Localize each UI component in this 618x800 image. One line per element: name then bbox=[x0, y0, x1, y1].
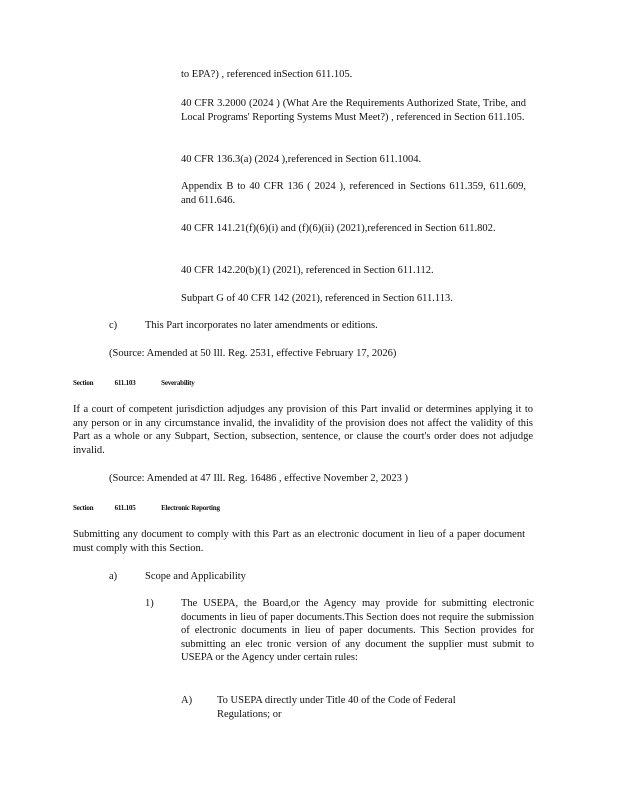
subsection-a-heading: Scope and Applicability bbox=[145, 571, 246, 582]
subsection-A-text: To USEPA directly under Title 40 of the Code of Federal Regulations; or bbox=[217, 695, 456, 720]
reference-6: 40 CFR 142.20(b)(1) (2021), referenced in Section 611.112. bbox=[181, 265, 434, 276]
subsection-1-marker: 1) bbox=[145, 598, 154, 609]
reference-1: to EPA?) , referenced inSection 611.105. bbox=[181, 69, 353, 80]
section-title: Electronic Reporting bbox=[161, 504, 220, 512]
reference-4: Appendix B to 40 CFR 136 ( 2024 ), referenced in Sections 611.359, 611.609, and 611.646. bbox=[181, 181, 526, 206]
severability-paragraph: If a court of competent jurisdiction adjudges any provision of this Part invalid or determines applying it to any person or in any circumstance invalid, the invalidity of the provision does not affect the validity of this Part as a whole or any Subpart, Section, subsection, sentence, or clause the court's order does not adjudge invalid. bbox=[73, 404, 533, 456]
source-note: (Source: Amended at 50 Ill. Reg. 2531, effective February 17, 2026) bbox=[109, 348, 397, 359]
reference-7: Subpart G of 40 CFR 142 (2021), referenced in Section 611.113. bbox=[181, 293, 453, 304]
section-title: Severability bbox=[161, 379, 195, 387]
subsection-1-text: The USEPA, the Board,or the Agency may provide for submitting electronic documents in lieu of paper documents.This Section does not require the submission of electronic documents in lieu of paper documents. This Section provides for submitting an elec tronic version of any document the supplier must submit to USEPA or the Agency under certain rules: bbox=[181, 598, 534, 663]
section-label: Section bbox=[73, 379, 94, 387]
reference-2: 40 CFR 3.2000 (2024 ) (What Are the Requirements Authorized State, Tribe, and Local Programs' Reporting Systems Must Meet?) , referenced in Section 611.105. bbox=[181, 98, 526, 123]
reference-3: 40 CFR 136.3(a) (2024 ),referenced in Section 611.1004. bbox=[181, 154, 422, 165]
section-label: Section bbox=[73, 504, 94, 512]
intro-paragraph: Submitting any document to comply with this Part as an electronic document in lieu of a paper document must comply with this Section. bbox=[73, 529, 525, 554]
section-heading-611-103 bbox=[73, 377, 373, 391]
reference-5: 40 CFR 141.21(f)(6)(i) and (f)(6)(ii) (2021),referenced in Section 611.802. bbox=[181, 223, 496, 234]
subsection-a-marker: a) bbox=[109, 571, 118, 582]
section-heading-611-105 bbox=[73, 502, 373, 516]
subsection-c-marker: c) bbox=[109, 320, 118, 331]
source-note: (Source: Amended at 47 Ill. Reg. 16486 , effective November 2, 2023 ) bbox=[109, 473, 408, 484]
section-number: 611.105 bbox=[114, 504, 136, 512]
subsection-c-text: This Part incorporates no later amendments or editions. bbox=[145, 320, 378, 331]
subsection-A-marker: A) bbox=[181, 695, 193, 706]
section-number: 611.103 bbox=[114, 379, 136, 387]
